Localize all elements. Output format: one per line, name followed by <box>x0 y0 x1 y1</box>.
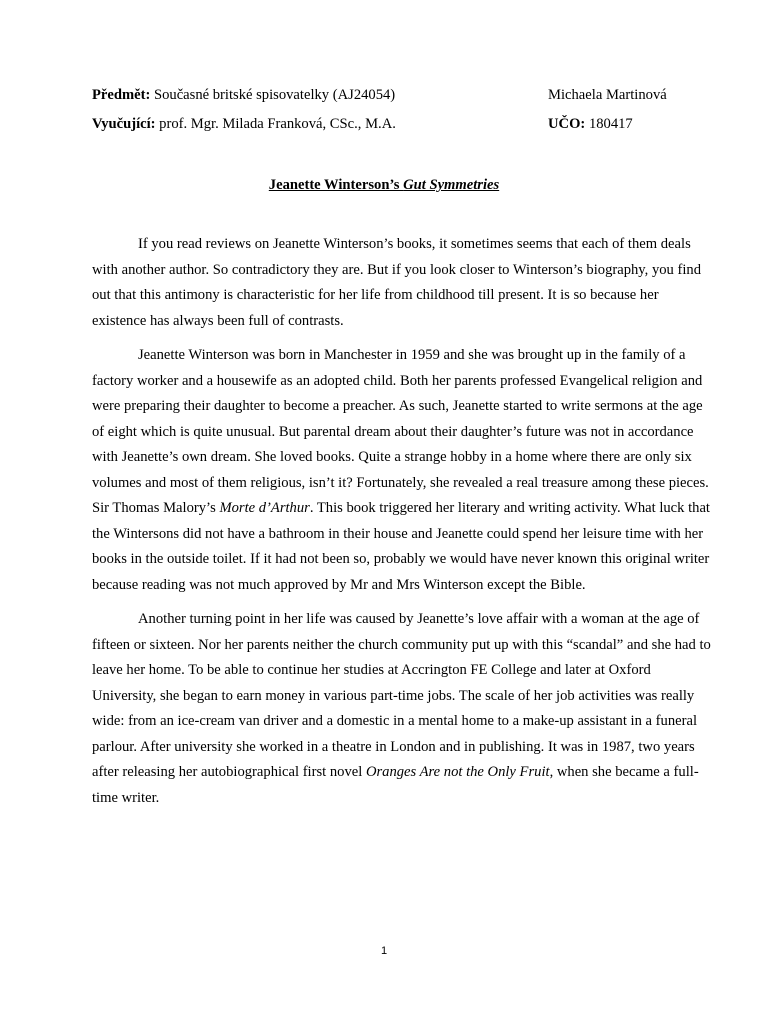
paragraph-2-part-a: Jeanette Winterson was born in Manchester in 1959 and she was brought up in the family of a factory worker and a housewife as an adopted child. Both her parents professed Evangelical religion and were preparing their daughter to become a preacher. As such, Jeanette started to write sermons at the age of eight which is quite unusual. But parental dream about their daughter’s future was not in accordance with Jeanette’s own dream. She loved books. Quite a strange hobby in a home where there are only six volumes and most of them religious, isn’t it? Fortunately, she revealed a real treasure among these pieces. Sir Thomas Malory’s <box>92 347 709 516</box>
essay-body <box>92 232 714 820</box>
teacher-line <box>92 116 396 132</box>
uco-line <box>548 115 633 133</box>
header-row-teacher <box>92 115 712 133</box>
subject-label: Předmět: <box>92 87 151 103</box>
paragraph-3-part-a: Another turning point in her life was caused by Jeanette’s love affair with a woman at the age of fifteen or sixteen. Nor her parents neither the church community put up with this “scandal” and she had to leave her home. To be able to continue her studies at Accrington FE College and later at Oxford University, she began to earn money in various part-time jobs. The scale of her job activities was really wide: from an ice-cream van driver and a domestic in a mental home to a make-up assistant in a funeral parlour. After university she worked in a theatre in London and in publishing. It was in 1987, two years after releasing her autobiographical first novel <box>92 611 711 780</box>
title-prefix: Jeanette Winterson’s <box>268 177 404 193</box>
subject-value: Současné britské spisovatelky (AJ24054) <box>150 87 396 103</box>
paragraph-3-italic: Oranges Are not the Only Fruit <box>365 764 550 780</box>
author-name: Michaela Martinová <box>548 87 667 103</box>
essay-title <box>0 176 768 194</box>
header-row-subject <box>92 86 712 104</box>
paragraph-2-italic: Morte d’Arthur <box>219 500 310 516</box>
title-italic: Gut Symmetries <box>403 177 500 193</box>
uco-value: 180417 <box>585 116 633 132</box>
teacher-label: Vyučující: <box>92 116 156 132</box>
paragraph-1: If you read reviews on Jeanette Winterson’s books, it sometimes seems that each of them deals with another author. So contradictory they are. But if you look closer to Winterson’s biography, you find out that this antimony is characteristic for her life from childhood till present. It is so because her existence has always been full of contrasts. <box>92 236 701 329</box>
uco-label: UČO: <box>548 116 586 132</box>
paragraph-2 <box>92 343 714 598</box>
teacher-value: prof. Mgr. Milada Franková, CSc., M.A. <box>155 116 396 132</box>
paragraph-2-part-b: . This book triggered her literary and writing activity. What luck that the Wintersons did not have a bathroom in their house and Jeanette could spend her leisure time with her books in the outside toilet. If it had not been so, probably we would have never known this original writer because reading was not much approved by Mr and Mrs Winterson except the Bible. <box>92 500 710 593</box>
paragraph-3-part-b: , when she became a full-time writer. <box>92 764 699 806</box>
paragraph-3 <box>92 607 714 811</box>
subject-line <box>92 87 395 103</box>
page-number: 1 <box>380 945 388 957</box>
